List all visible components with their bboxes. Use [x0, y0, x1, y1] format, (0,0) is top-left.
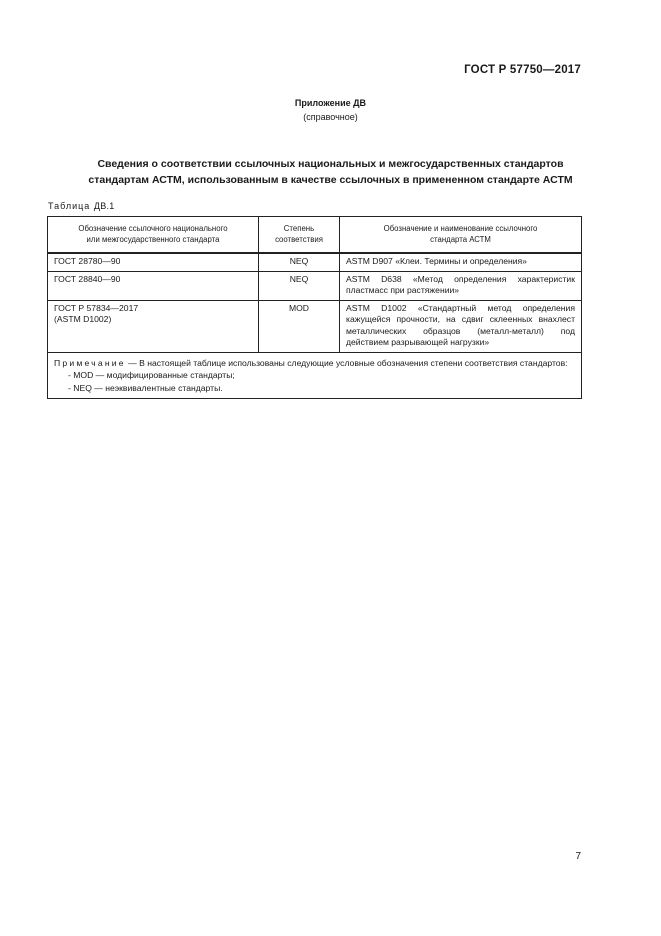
table-row [48, 253, 582, 271]
cell-standard: ГОСТ 28840—90 [48, 271, 259, 300]
cell-astm: ASTM D1002 «Стандартный метод определения кажущейся прочности, на сдвиг склеенных внахлест металлических образцов (металл-металл) под действием разрывающей нагрузки» [340, 300, 582, 352]
header-col3-line2: стандарта АСТМ [430, 235, 491, 244]
table-header-row [48, 217, 582, 254]
cell-astm: ASTM D638 «Метод определения характеристик пластмасс при растяжении» [340, 271, 582, 300]
section-title-line-1: Сведения о соответствии ссылочных национальных и межгосударственных стандартов [97, 158, 564, 170]
table-row [48, 300, 582, 352]
note-item-mod: - MOD — модифицированные стандарты; [68, 370, 235, 380]
section-title [40, 156, 621, 188]
header-col1-line1: Обозначение ссылочного национального [78, 224, 228, 233]
cell-degree: NEQ [259, 253, 340, 271]
section-title-line-2: стандартам АСТМ, использованным в качестве ссылочных в примененном стандарте АСТМ [88, 174, 573, 186]
page-number: 7 [575, 851, 581, 862]
table-caption-word: Таблица [48, 201, 91, 211]
cell-degree: NEQ [259, 271, 340, 300]
header-col3-line1: Обозначение и наименование ссылочного [383, 224, 538, 233]
header-col2-line1: Степень [283, 224, 315, 233]
note-text: — В настоящей таблице использованы следующие условные обозначения степени соответствия стандартов: [125, 357, 568, 368]
table-note [48, 352, 582, 399]
header-national-standard [48, 217, 259, 254]
annex-heading [0, 96, 661, 124]
cell-astm: ASTM D907 «Клеи. Термины и определения» [340, 253, 582, 271]
header-degree [259, 217, 340, 254]
annex-subtitle: (справочное) [303, 112, 358, 122]
table-row [48, 271, 582, 300]
annex-title: Приложение ДВ [294, 98, 367, 108]
document-code: ГОСТ Р 57750—2017 [464, 64, 581, 76]
cell-standard-sub: (ASTM D1002) [54, 314, 112, 324]
header-astm-standard [340, 217, 582, 254]
cell-standard: ГОСТ 28780—90 [48, 253, 259, 271]
cell-standard [48, 300, 259, 352]
cell-degree: MOD [259, 300, 340, 352]
header-col2-line2: соответствия [275, 235, 323, 244]
table-note-row [48, 352, 582, 399]
table-caption [48, 201, 115, 211]
header-col1-line2: или межгосударственного стандарта [86, 235, 220, 244]
note-label: Примечание [54, 357, 126, 368]
note-item-neq: - NEQ — неэквивалентные стандарты. [68, 382, 223, 393]
cell-standard-main: ГОСТ Р 57834—2017 [54, 302, 139, 313]
correspondence-table [47, 216, 582, 399]
note-paragraph [54, 357, 575, 370]
table-caption-number: ДВ.1 [93, 201, 115, 211]
